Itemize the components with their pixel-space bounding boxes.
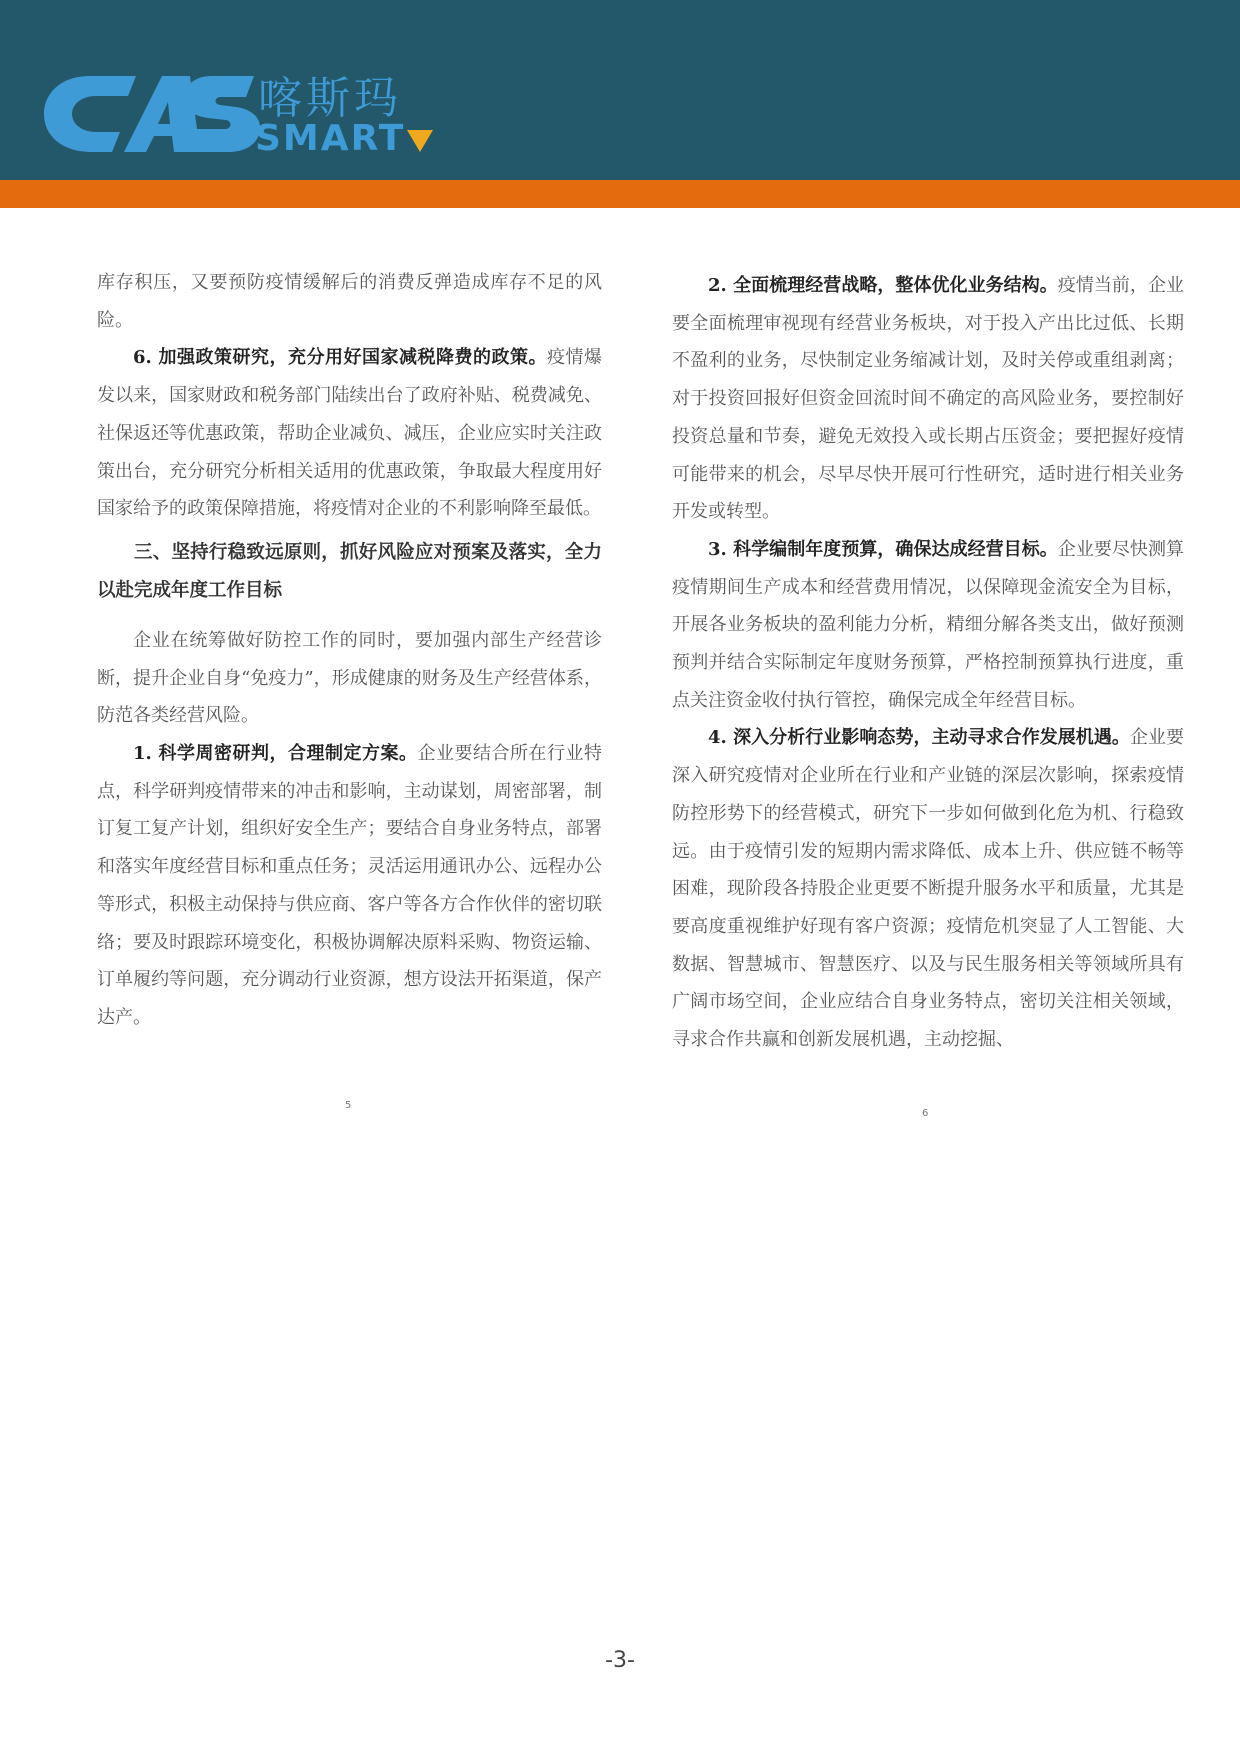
column-page-number-left: 5 xyxy=(345,1100,352,1111)
section-heading: 三、坚持行稳致远原则，抓好风险应对预案及落实，全力以赴完成年度工作目标 xyxy=(97,541,602,601)
left-column xyxy=(97,264,602,1037)
paragraph-lead: 3. 科学编制年度预算，确保达成经营目标。 xyxy=(708,538,1058,560)
logo-english-text: SMART xyxy=(255,118,433,159)
paragraph-text: 疫情当前，企业要全面梳理审视现有经营业务板块，对于投入产出比过低、长期不盈利的业务，尽快制定业务缩减计划，及时关停或重组剥离；对于投资回报好但资金回流时间不确定的高风险业务，要控制好投资总量和节奏，避免无效投入或长期占压资金；要把握好疫情可能带来的机会，尽早尽快开展可行性研究，适时进行相关业务开发或转型。 xyxy=(672,275,1185,523)
paragraph xyxy=(672,719,1184,1058)
paragraph xyxy=(97,735,602,1037)
paragraph-text: 疫情爆发以来，国家财政和税务部门陆续出台了政府补贴、税费减免、社保返还等优惠政策，帮助企业减负、减压，企业应实时关注政策出台，充分研究分析相关适用的优惠政策，争取最大程度用好国家给予的政策保障措施，将疫情对企业的不利影响降至最低。 xyxy=(97,347,602,520)
column-page-number-right: 6 xyxy=(922,1108,929,1119)
paragraph: 库存积压，又要预防疫情缓解后的消费反弹造成库存不足的风险。 xyxy=(97,272,602,331)
paragraph xyxy=(97,339,602,528)
paragraph-lead: 4. 深入分析行业影响态势，主动寻求合作发展机遇。 xyxy=(708,727,1130,749)
paragraph-lead: 2. 全面梳理经营战略，整体优化业务结构。 xyxy=(708,275,1058,296)
paragraph-text: 企业要尽快测算疫情期间生产成本和经营费用情况，以保障现金流安全为目标，开展各业务板块的盈利能力分析，精细分解各类支出，做好预测预判并结合实际制定年度财务预算，严格控制预算执行进度，重点关注资金收付执行管控，确保完成全年经营目标。 xyxy=(672,538,1185,711)
paragraph: 企业在统筹做好防控工作的同时，要加强内部生产经营诊断，提升企业自身“免疫力”，形成健康的财务及生产经营体系，防范各类经营风险。 xyxy=(97,629,602,727)
logo-accent-triangle xyxy=(407,130,433,152)
paragraph xyxy=(672,267,1184,531)
paragraph xyxy=(672,531,1184,720)
paragraph-text: 企业要结合所在行业特点，科学研判疫情带来的冲击和影响，主动谋划，周密部署，制订复工复产计划，组织好安全生产；要结合自身业务特点，部署和落实年度经营目标和重点任务；灵活运用通讯办公、远程办公等形式，积极主动保持与供应商、客户等各方合作伙伴的密切联络；要及时跟踪环境变化，积极协调解决原料采购、物资运输、订单履约等问题，充分调动行业资源，想方设法开拓渠道，保产达产。 xyxy=(97,743,603,1028)
header-stripe xyxy=(0,180,1240,208)
paragraph-text: 企业要深入研究疫情对企业所在行业和产业链的深层次影响，探索疫情防控形势下的经营模式，研究下一步如何做到化危为机、行稳致远。由于疫情引发的短期内需求降低、成本上升、供应链不畅等困难，现阶段各持股企业更要不断提升服务水平和质量，尤其是要高度重视维护好现有客户资源；疫情危机突显了人工智能、大数据、智慧城市、智慧医疗、以及与民生服务相关等领域所具有广阔市场空间，企业应结合自身业务特点，密切关注相关领域，寻求合作共赢和创新发展机遇，主动挖掘、 xyxy=(672,727,1184,1051)
right-column xyxy=(672,267,1184,1059)
paragraph-lead: 6. 加强政策研究，充分用好国家减税降费的政策。 xyxy=(133,347,547,369)
page-footer-number: -3- xyxy=(605,1648,635,1673)
paragraph-lead: 1. 科学周密研判，合理制定方案。 xyxy=(133,743,418,765)
logo-chinese-text: 喀斯玛 xyxy=(258,73,402,124)
